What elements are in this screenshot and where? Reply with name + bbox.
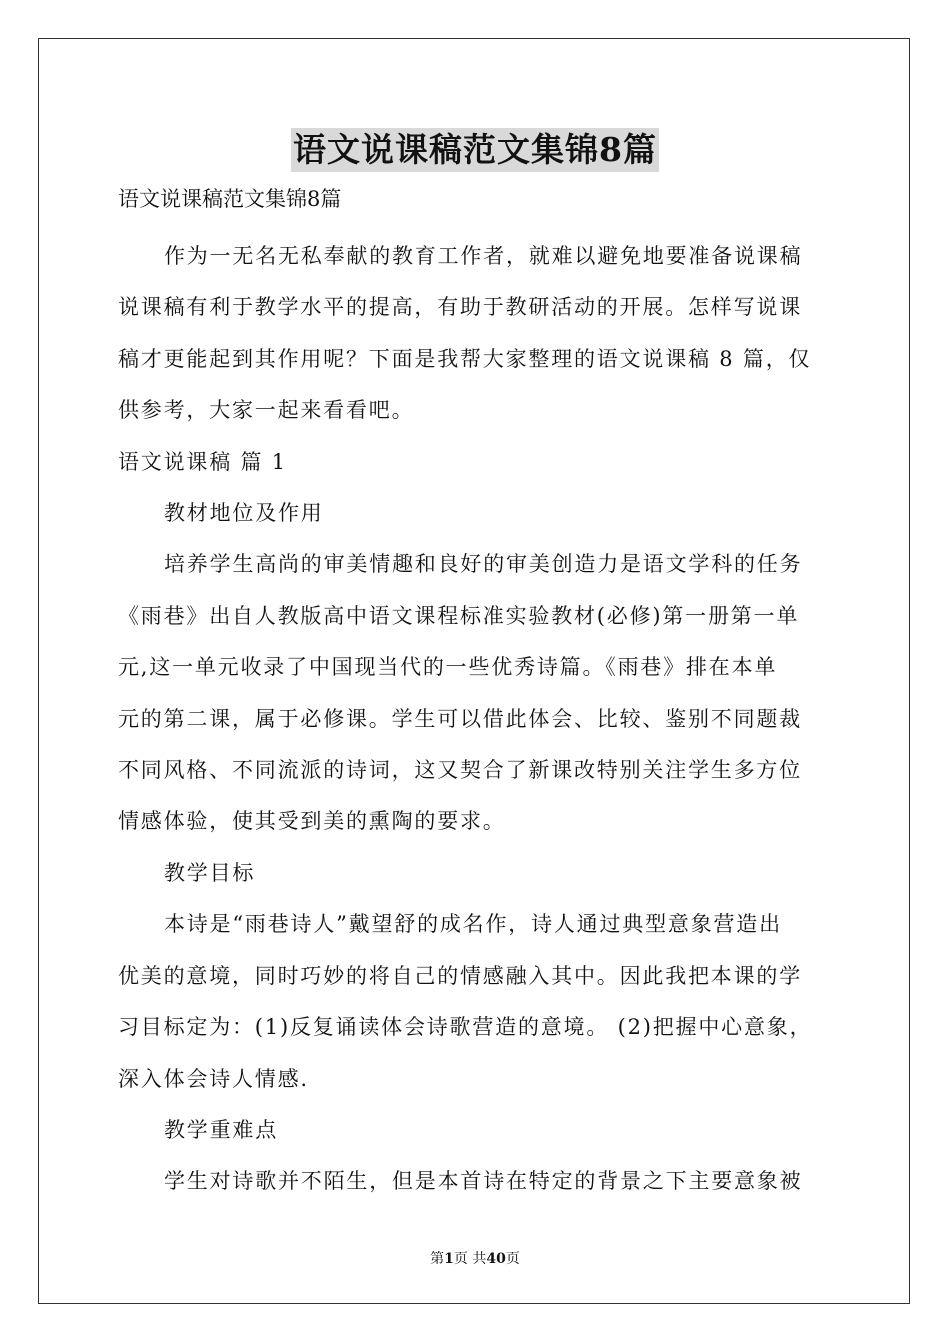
body-line: 本诗是“雨巷诗人”戴望舒的成名作，诗人通过典型意象营造出 bbox=[164, 912, 782, 937]
page-footer bbox=[0, 1249, 950, 1269]
section-heading: 语文说课稿 篇 1 bbox=[118, 449, 287, 474]
title-container bbox=[0, 128, 950, 172]
document-subtitle: 语文说课稿范文集锦8篇 bbox=[118, 187, 342, 211]
body-line: 稿才更能起到其作用呢？下面是我帮大家整理的语文说课稿 8 篇，仅 bbox=[118, 346, 812, 371]
footer-suffix: 页 bbox=[505, 1251, 520, 1267]
body-line: 元的第二课，属于必修课。学生可以借此体会、比较、鉴别不同题裁 bbox=[118, 706, 802, 731]
sub-heading: 教学重难点 bbox=[164, 1117, 278, 1142]
footer-page-number: 1 bbox=[444, 1251, 454, 1267]
body-line: 《雨巷》出自人教版高中语文课程标准实验教材(必修)第一册第一单 bbox=[118, 603, 800, 628]
body-line: 说课稿有利于教学水平的提高，有助于教研活动的开展。怎样写说课 bbox=[118, 295, 802, 320]
body-line: 深入体会诗人情感. bbox=[118, 1066, 309, 1091]
body-line: 优美的意境，同时巧妙的将自己的情感融入其中。因此我把本课的学 bbox=[118, 963, 802, 988]
body-line: 供参考，大家一起来看看吧。 bbox=[118, 398, 415, 423]
footer-middle: 页 共 bbox=[453, 1251, 487, 1267]
body-text bbox=[118, 231, 838, 1208]
document-title: 语文说课稿范文集锦8篇 bbox=[291, 128, 659, 172]
footer-total-pages: 40 bbox=[486, 1251, 506, 1267]
body-line: 元,这一单元收录了中国现当代的一些优秀诗篇。《雨巷》排在本单 bbox=[118, 655, 778, 680]
body-line: 不同风格、不同流派的诗词，这又契合了新课改特别关注学生多方位 bbox=[118, 758, 802, 783]
sub-heading: 教学目标 bbox=[164, 860, 256, 885]
body-line: 作为一无名无私奉献的教育工作者，就难以避免地要准备说课稿 bbox=[164, 244, 803, 268]
body-line: 习目标定为：(1)反复诵读体会诗歌营造的意境。 (2)把握中心意象， bbox=[118, 1015, 813, 1040]
body-line: 培养学生高尚的审美情趣和良好的审美创造力是语文学科的任务 bbox=[164, 552, 803, 577]
footer-prefix: 第 bbox=[430, 1251, 445, 1267]
sub-heading: 教材地位及作用 bbox=[164, 501, 324, 526]
body-line: 学生对诗歌并不陌生，但是本首诗在特定的背景之下主要意象被 bbox=[164, 1169, 803, 1194]
body-line: 情感体验，使其受到美的熏陶的要求。 bbox=[118, 809, 506, 834]
